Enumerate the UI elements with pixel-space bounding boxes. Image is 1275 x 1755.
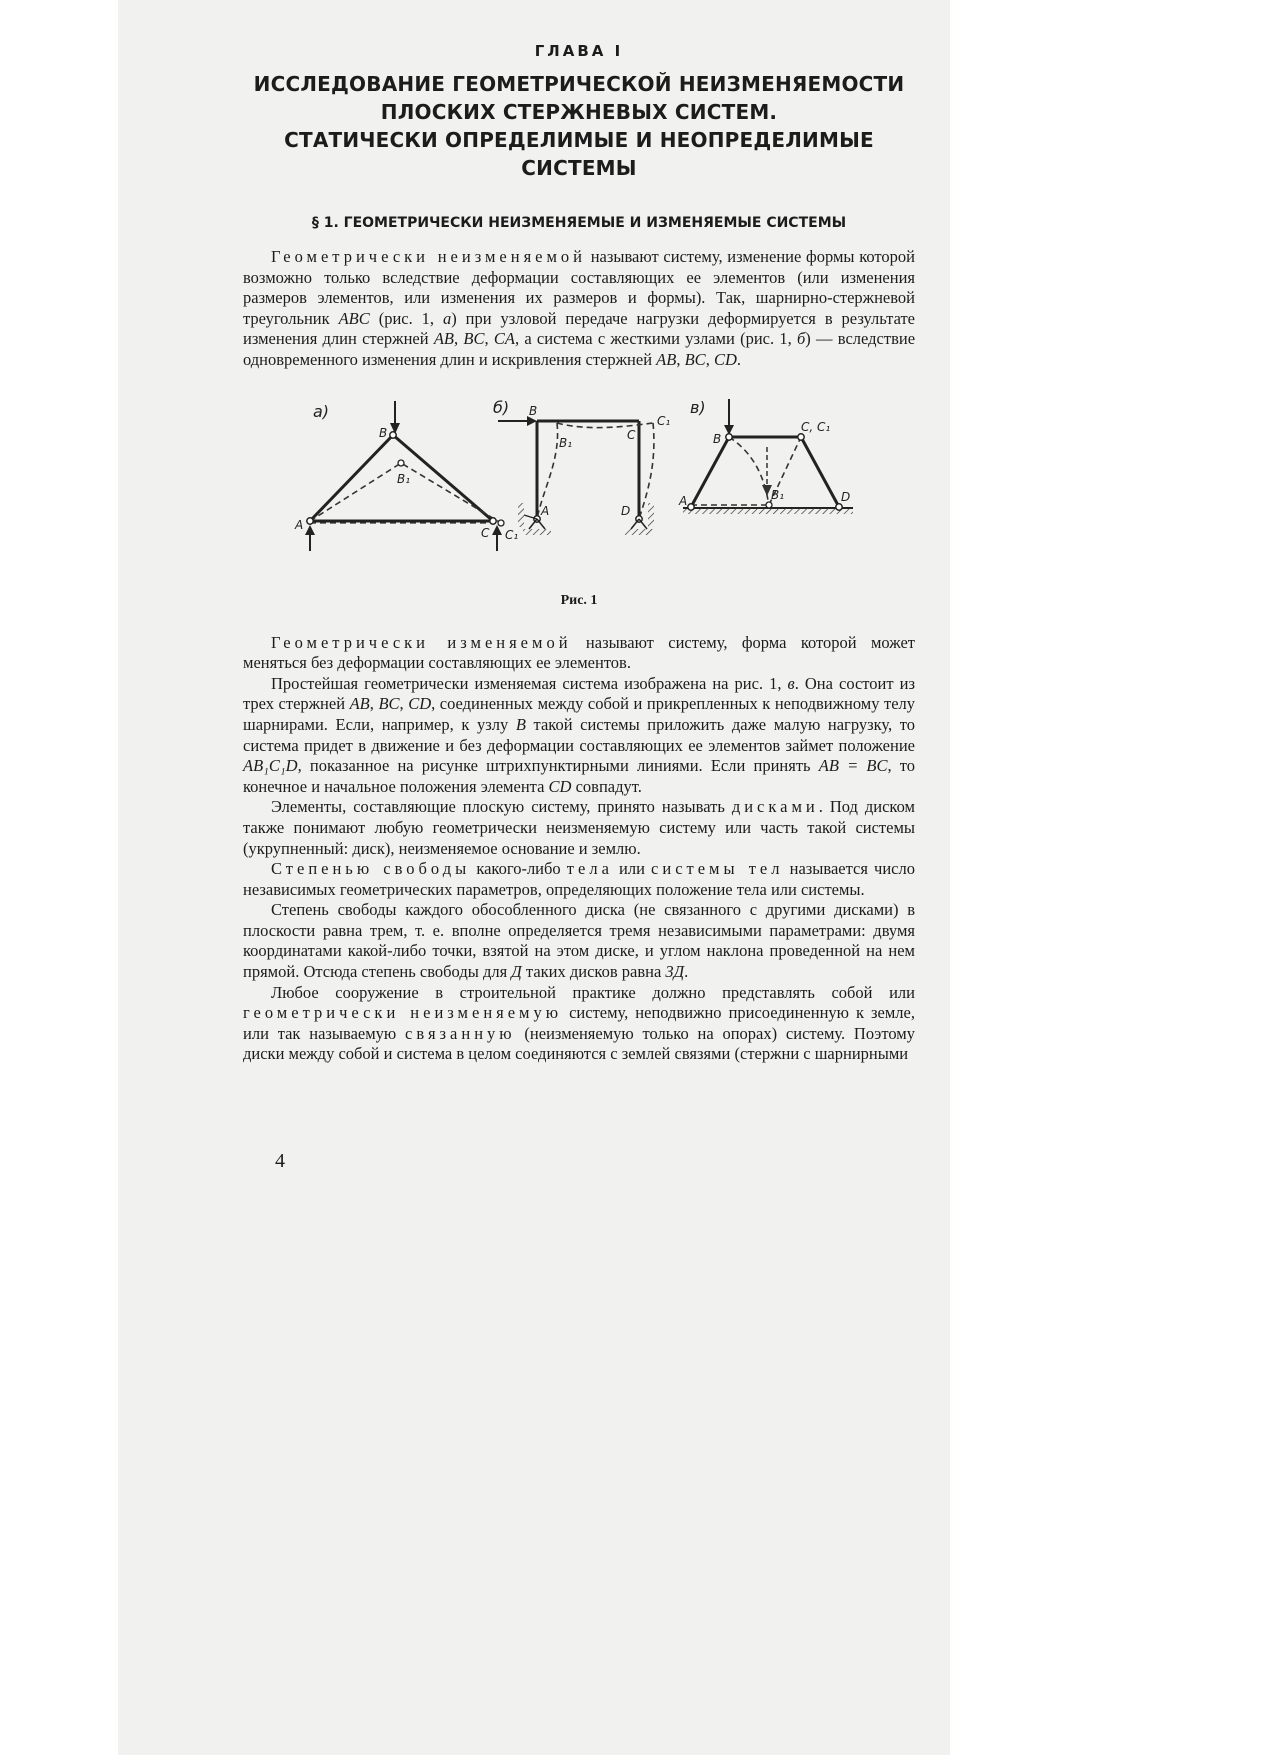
figure-1-drawing [243,379,915,593]
arrow-head [305,525,315,535]
text-run: ) при узловой передаче нагрузки деформируется в результате изменения длин стержней [243,308,915,349]
section-heading: § 1. ГЕОМЕТРИЧЕСКИ НЕИЗМЕНЯЕМЫЕ И ИЗМЕНЯЕМЫЕ СИСТЕМЫ [311,215,847,231]
support-link [537,519,545,529]
text-run: систему, неподвижно присоединенную к земле, или так называемую [243,1003,915,1043]
text-run: называют систему, изменение формы которой возможно только вследствие деформации составляющих ее элементов (или изменения размеров элементов, или изменения их размеров и формы). Так, шарнирно-стержневой треугольник [243,247,915,328]
text-run: совпадут. [571,776,642,796]
text-run: Элементы, составляющие плоскую систему, принято называть [271,797,732,817]
text-run: , [705,349,714,369]
text-run: , [454,329,464,349]
bar-cd [801,437,839,507]
bar-ab [691,437,729,507]
node-label: B [529,403,538,418]
text-run: . Она состоит из трех стержней [243,673,915,714]
ground-hatch [625,529,653,535]
wall-hatch [518,503,524,527]
support-link [631,519,639,529]
paragraph-construction [243,983,915,1065]
chapter-title [243,70,915,182]
paragraph-degree-of-freedom [243,859,915,900]
text-run: таких дисков равна [521,962,666,982]
node-label: A [679,493,688,508]
hinge [490,517,496,523]
panel-b-frame [498,404,670,535]
hinge [726,433,732,439]
text-run: , [676,349,685,369]
node-label: A [295,517,304,532]
text-run: (рис. 1, [369,308,443,328]
text-run: . Под диском также понимают любую геометрически неизменяемую систему или часть такой системы (укрупненный: диск), неизменяемое основание и землю. [243,797,915,858]
ground-hatch [523,529,551,535]
math-label: CD [408,694,432,714]
term-spaced: системы тел [651,859,784,879]
text-run: или [612,859,652,879]
node-label: C [627,427,636,442]
support-link [529,519,537,529]
node-label: A [541,503,550,518]
hinge [688,503,694,509]
figure-ref: в [787,673,795,693]
math-expression: AB = BC [818,756,888,776]
node-label: B [379,425,388,440]
figure-ref: б [796,329,806,349]
text-run: , а система с жесткими узлами (рис. 1, [514,329,797,349]
hinge [307,517,313,523]
text-run: , соединенных между собой и прикрепленных к неподвижному телу шарнирами. Если, например, к узлу [243,694,916,734]
hinge [398,460,404,466]
paragraph-definition-invariable [243,247,915,371]
paragraph-simplest-system [243,674,915,798]
term-spaced: Геометрически неизменяемой [271,247,587,266]
math-label: CA [493,329,515,349]
math-label: BC [684,349,706,369]
node-label: C₁ [505,527,519,542]
term-spaced: тела [566,859,613,879]
term-spaced: геометрически неизменяемую [243,1003,563,1023]
figure-1 [243,379,915,593]
math-label: AB₁C₁D [243,756,298,776]
chapter-title-line: ПЛОСКИХ СТЕРЖНЕВЫХ СИСТЕМ. [380,100,778,124]
math-label: AB [433,329,454,349]
figure-caption: Рис. 1 [560,592,598,608]
math-label: AB [349,694,370,714]
text-run: , показанное на рисунке штрихпунктирными линиями. Если принять [297,756,819,776]
node-label: C, C₁ [801,419,831,434]
chapter-heading: ГЛАВА I [534,42,624,60]
term-spaced: Степенью свободы [271,859,471,879]
math-label: AB [656,349,677,369]
hinge [766,502,772,508]
text-run: Любое сооружение в строительной практике должно представлять собой или [271,982,915,1002]
node-label: B₁ [397,471,411,486]
node-label: D [621,503,631,518]
text-run: (неизменяемую только на опорах) систему. Поэтому диски между собой и система в целом соединяются с землей связями (стержни с шарнирными [243,1023,915,1064]
math-label: BC [463,329,485,349]
math-label: ABC [338,308,370,328]
hinge [390,431,396,437]
text-run: Простейшая геометрически изменяемая система изображена на рис. 1, [271,673,788,693]
text-run: называют систему, форма которой может меняться без деформации составляющих ее элементов. [243,632,915,673]
text-run: , [399,694,409,714]
support-link [639,519,647,529]
node-label: D [841,489,851,504]
page-content [243,36,915,1065]
hinge [798,433,804,439]
text-run: ) — вследствие одновременного изменения длин и искривления стержней [243,329,916,369]
text-run: . [736,349,741,369]
text-run: Степень свободы каждого обособленного диска (не связанного с другими дисками) в плоскости равна трем, т. е. вполне определяется тремя независимыми параметрами: двумя координатами какой-либо точки, взятой на этом диске, и углом наклона проведенной на нем прямой. Отсюда степень свободы для [243,900,915,982]
node-label: B₁ [559,435,573,450]
motion-arc [729,437,769,507]
math-label: B [515,714,526,734]
panel-a-triangle [294,401,518,551]
hinge [836,503,842,509]
math-label: Д [511,962,522,982]
math-label: BC [378,694,400,714]
text-run: , то конечное и начальное положения элемента [243,756,915,796]
panel-label-a: а) [313,401,330,421]
term-spaced: Геометрически изменяемой [271,632,572,652]
chapter-title-line: СТАТИЧЕСКИ ОПРЕДЕЛИМЫЕ И НЕОПРЕДЕЛИМЫЕ СИСТЕМЫ [284,128,874,180]
text-run: . [684,962,689,982]
math-label: CD [548,776,572,796]
panel-label-c: в) [690,397,706,417]
text-run: , [369,694,379,714]
hinge [498,520,504,526]
wall-hatch [648,503,654,527]
paragraph-definition-variable [243,633,915,674]
node-label: B [713,431,722,446]
text-run: , [484,329,494,349]
node-label: B₁ [771,487,785,502]
math-label: CD [713,349,737,369]
text-run: называется число независимых геометрических параметров, определяющих положение тела или системы. [243,859,915,899]
paragraph-disk-freedom [243,900,915,982]
term-spaced: связанную [405,1023,516,1043]
paragraph-disks [243,797,915,859]
node-label: C₁ [657,413,671,428]
panel-label-b: б) [493,397,510,417]
ground-hatch [683,508,853,514]
bar-ab [310,435,393,521]
node-label: C [481,525,490,540]
text-run: такой системы приложить даже малую нагрузку, то система придет в движение и без деформации составляющих ее элементов займет положение [243,714,915,755]
figure-ref: а [442,308,452,328]
chapter-title-line: ИССЛЕДОВАНИЕ ГЕОМЕТРИЧЕСКОЙ НЕИЗМЕНЯЕМОСТИ [253,72,905,96]
page-number: 4 [275,1150,285,1172]
math-label: 3Д [665,962,685,982]
term-spaced: дисками [731,797,819,817]
text-run: какого-либо [470,859,567,879]
